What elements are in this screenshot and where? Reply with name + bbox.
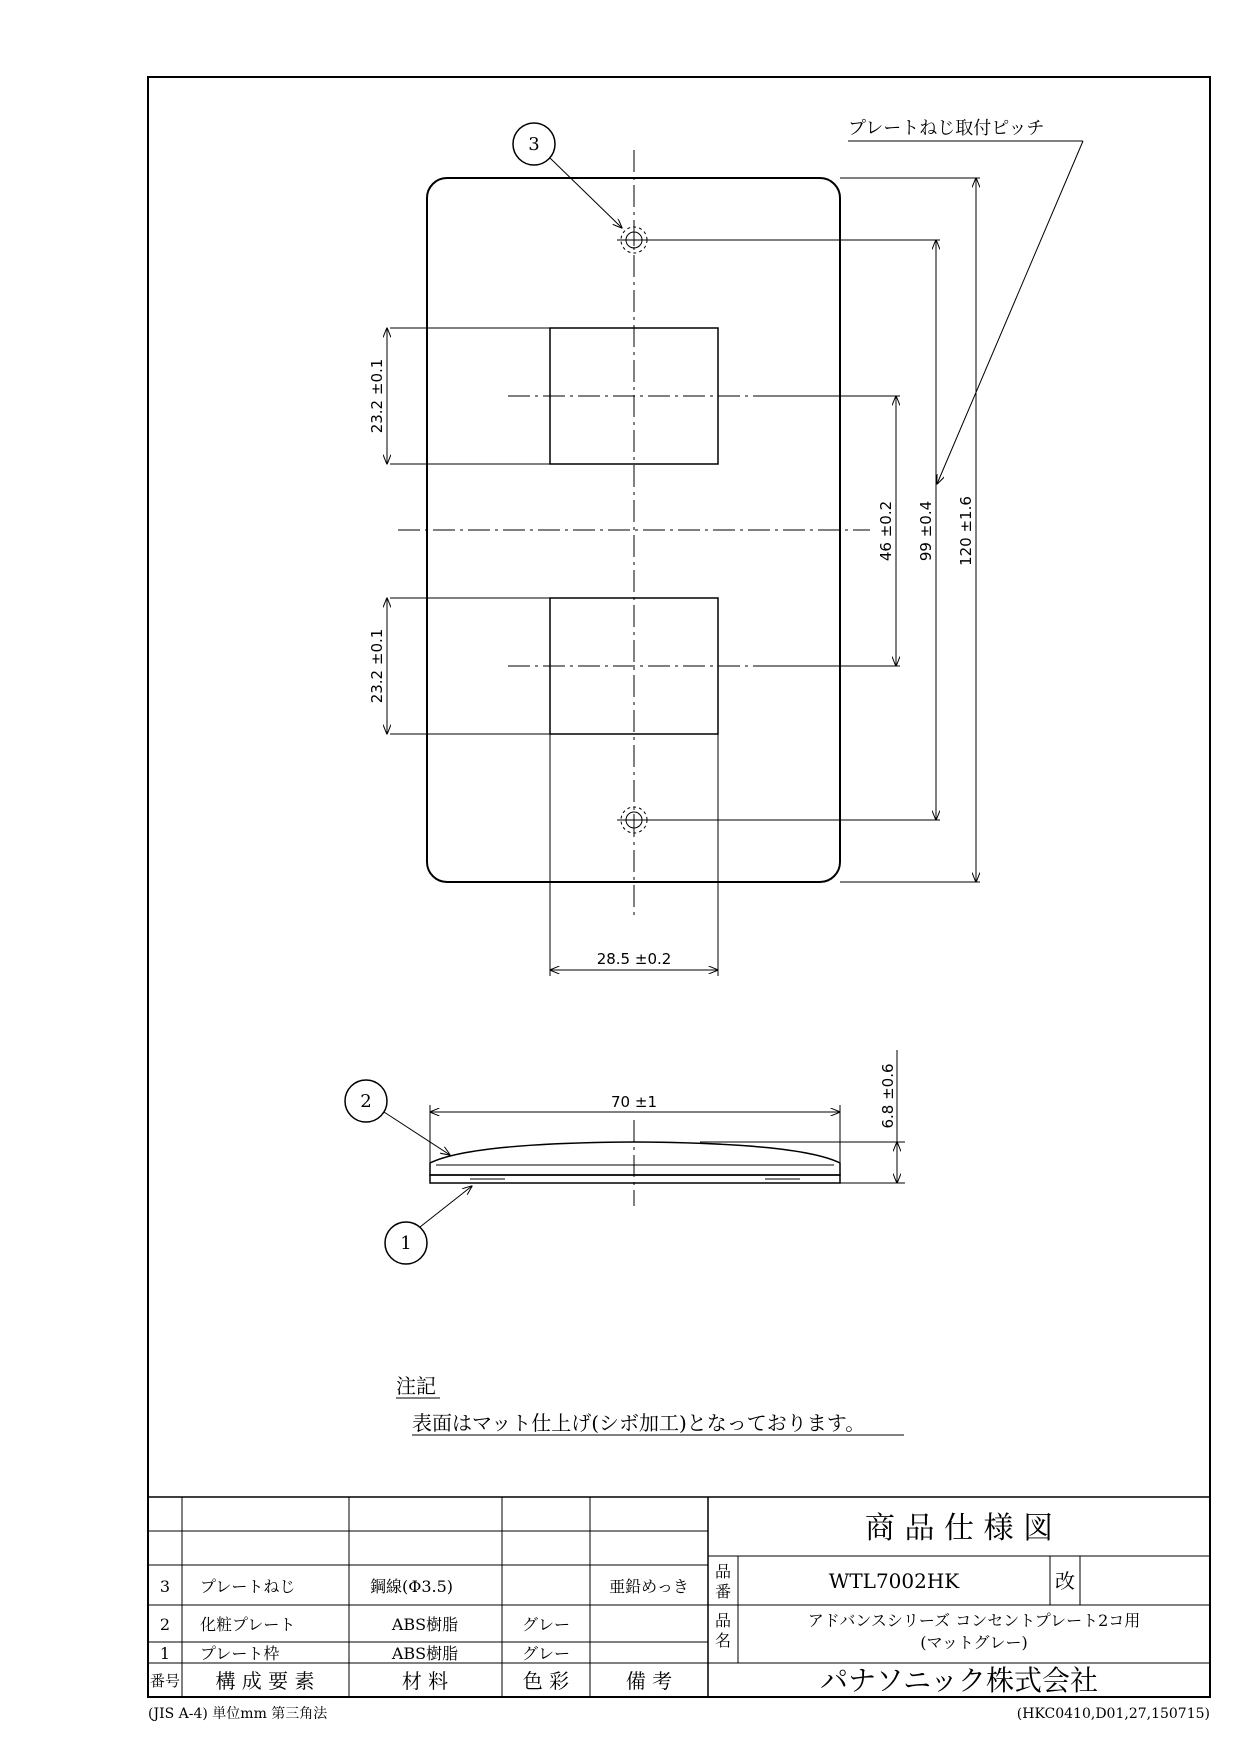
notes [396,1374,904,1435]
dim-opening-width [550,950,718,970]
decor-plate-profile [430,1142,840,1175]
dim-opening-pitch-text: 46 ±0.2 [877,500,895,562]
svg-text:備 考: 備 考 [625,1669,673,1693]
product-name-line2: (マットグレー) [920,1633,1028,1652]
parts-row-2 [160,1615,570,1634]
product-name-label-1: 品 [714,1611,732,1630]
dim-opening-height-lower-text: 23.2 ±0.1 [368,628,386,704]
callout-1 [385,1186,472,1264]
pitch-label: プレートねじ取付ピッチ [848,118,1045,139]
svg-text:プレート枠: プレート枠 [200,1644,280,1663]
part-number-label-1: 品 [714,1562,732,1581]
dim-plate-depth-text: 6.8 ±0.6 [879,1063,897,1129]
svg-text:グレー: グレー [521,1644,571,1663]
svg-text:色 彩: 色 彩 [522,1669,570,1693]
title-block [148,1497,1210,1697]
callout-1-label: 1 [400,1233,412,1254]
dim-opening-height-upper-text: 23.2 ±0.1 [368,358,386,434]
parts-row-1 [160,1644,570,1663]
dim-opening-width-text: 28.5 ±0.2 [596,950,672,968]
drawing-border [148,77,1210,1697]
callout-3 [513,123,622,228]
callout-2 [345,1080,450,1155]
dim-screw-pitch [917,240,936,820]
footer-left: (JIS A-4) 単位mm 第三角法 [148,1706,328,1722]
dim-plate-height-text: 120 ±1.6 [957,496,975,566]
parts-row-3 [160,1577,689,1596]
svg-text:亜鉛めっき: 亜鉛めっき [609,1577,689,1596]
product-name-line1: アドバンスシリーズ コンセントプレート2コ用 [807,1611,1141,1630]
notes-heading: 注記 [396,1374,436,1398]
svg-text:ABS樹脂: ABS樹脂 [391,1615,459,1634]
side-view [345,1050,905,1264]
svg-text:材 料: 材 料 [401,1669,449,1693]
svg-text:プレートねじ: プレートねじ [200,1577,296,1596]
svg-text:番号: 番号 [149,1672,181,1690]
svg-text:1: 1 [159,1644,171,1663]
dim-plate-depth [879,1050,897,1183]
svg-text:化粧プレート: 化粧プレート [200,1615,296,1634]
callout-2-label: 2 [360,1091,372,1112]
callout-3-label: 3 [528,134,540,155]
pitch-leader [848,118,1083,484]
dim-plate-width-text: 70 ±1 [611,1093,657,1111]
parts-header [150,1669,672,1693]
dim-plate-height [957,178,976,882]
svg-text:グレー: グレー [521,1615,571,1634]
dim-opening-height-lower [368,598,387,734]
svg-text:ABS樹脂: ABS樹脂 [391,1644,459,1663]
svg-text:鋼線(Φ3.5): 鋼線(Φ3.5) [370,1577,454,1596]
svg-text:2: 2 [159,1615,171,1634]
dim-plate-width [430,1093,840,1112]
svg-text:3: 3 [159,1577,171,1596]
product-name-label-2: 名 [714,1631,732,1650]
front-view [368,118,1083,976]
notes-body: 表面はマット仕上げ(シボ加工)となっております。 [412,1411,866,1435]
svg-text:構 成 要 素: 構 成 要 素 [215,1669,315,1693]
dim-opening-pitch [877,396,896,666]
doc-title: 商 品 仕 様 図 [864,1511,1054,1546]
dim-opening-height-upper [368,328,387,464]
revision-label: 改 [1055,1569,1075,1593]
footer-right: (HKC0410,D01,27,150715) [1016,1706,1210,1722]
company-name: パナソニック株式会社 [819,1664,1099,1697]
part-number: WTL7002HK [828,1569,960,1593]
dim-screw-pitch-text: 99 ±0.4 [917,500,935,562]
part-number-label-2: 番 [714,1582,732,1601]
